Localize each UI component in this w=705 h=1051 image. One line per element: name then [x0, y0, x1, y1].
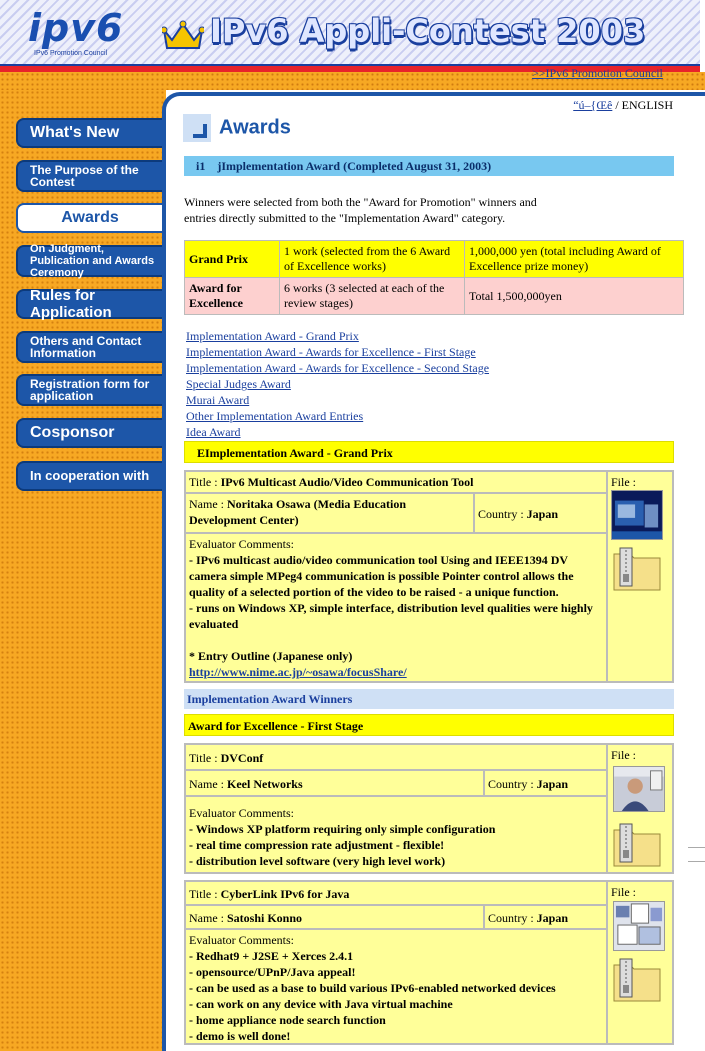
entry-name-cell [185, 770, 484, 796]
entry-country: Japan [536, 911, 569, 925]
comment-line: - can work on any device with Java virtual machine [189, 997, 453, 1011]
sidebar [0, 90, 166, 1051]
link-excellence-second-stage[interactable]: Implementation Award - Awards for Excellence - Second Stage [186, 361, 490, 375]
entry-card [184, 743, 674, 874]
winners-heading: Implementation Award Winners [184, 689, 674, 709]
grand-prix-heading: EImplementation Award - Grand Prix [184, 441, 674, 463]
comment-line: - demo is well done! [189, 1029, 291, 1043]
logo-subtitle: IPv6 Promotion Council [34, 50, 108, 57]
nav-others-and-contact[interactable]: Others and Contact Information [16, 331, 162, 363]
entry-country-cell [484, 905, 607, 929]
japanese-link[interactable]: “ú–{Œê [573, 98, 613, 112]
comment-line: - home appliance node search function [189, 1013, 386, 1027]
link-excellence-first-stage[interactable]: Implementation Award - Awards for Excellence - First Stage [186, 345, 476, 359]
ipv6-logo[interactable] [18, 6, 148, 62]
entry-title: IPv6 Multicast Audio/Video Communication Tool [220, 475, 474, 489]
person-photo-thumbnail-icon[interactable] [613, 766, 665, 812]
ipv6-promotion-council-link[interactable]: >>IPv6 Promotion Council [532, 66, 663, 80]
title-label: Title : [189, 887, 221, 901]
intro-text [184, 194, 584, 226]
nav-registration-form[interactable]: Registration form for application [16, 374, 162, 406]
entry-title-cell [185, 881, 607, 905]
prize-label: Award for Excellence [185, 278, 280, 315]
entry-comments-cell [185, 929, 607, 1044]
zip-folder-icon[interactable] [612, 546, 662, 592]
comment-line: - distribution level software (very high level work) [189, 854, 446, 868]
comments-label: Evaluator Comments: [189, 537, 294, 551]
table-row [185, 241, 684, 278]
award-link-list [186, 328, 489, 440]
entry-title: CyberLink IPv6 for Java [220, 887, 350, 901]
nav-whats-new[interactable]: What's New [16, 118, 162, 148]
link-special-judges-award[interactable]: Special Judges Award [186, 377, 291, 391]
contest-title: IPv6 Appli-Contest 2003 [210, 12, 646, 50]
country-label: Country : [488, 777, 537, 791]
entry-name-cell [185, 905, 484, 929]
name-label: Name : [189, 911, 227, 925]
entry-title: DVConf [220, 751, 264, 765]
section-heading: i1 jImplementation Award (Completed August 31, 2003) [184, 156, 674, 176]
prize-works: 1 work (selected from the 6 Award of Excellence works) [280, 241, 465, 278]
entry-name: Noritaka Osawa (Media Education Development Center) [189, 497, 407, 527]
entry-name-cell [185, 493, 474, 533]
link-grand-prix[interactable]: Implementation Award - Grand Prix [186, 329, 359, 343]
file-label: File : [611, 475, 637, 489]
comments-label: Evaluator Comments: [189, 933, 294, 947]
nav-in-cooperation-with[interactable]: In cooperation with [16, 461, 162, 491]
table-row [185, 278, 684, 315]
entry-country-cell [484, 770, 607, 796]
title-label: Title : [189, 751, 221, 765]
file-label: File : [611, 748, 637, 762]
comment-line: - real time compression rate adjustment - flexible! [189, 838, 445, 852]
entry-comments-cell [185, 796, 607, 873]
lang-separator: / [615, 98, 619, 112]
title-label: Title : [189, 475, 221, 489]
english-label: ENGLISH [621, 98, 673, 112]
link-murai-award[interactable]: Murai Award [186, 393, 250, 407]
nav-rules-for-application[interactable]: Rules for Application [16, 289, 162, 319]
comment-line: - runs on Windows XP, simple interface, distribution level qualities were highly evaluated [189, 601, 593, 631]
zip-folder-icon[interactable] [612, 957, 662, 1003]
entry-outline-link[interactable]: http://www.nime.ac.jp/~osawa/focusShare/ [189, 665, 407, 679]
entry-country-cell [474, 493, 607, 533]
entry-title-cell [185, 744, 607, 770]
zip-folder-icon[interactable] [612, 822, 662, 868]
name-label: Name : [189, 497, 227, 511]
nav-judgment-publication-ceremony[interactable]: On Judgment, Publication and Awards Ceremony [16, 245, 162, 277]
entry-country: Japan [526, 507, 559, 521]
link-idea-award[interactable]: Idea Award [186, 425, 241, 439]
comments-label: Evaluator Comments: [189, 806, 294, 820]
crown-icon [162, 20, 204, 52]
desktop-screenshot-thumbnail-icon[interactable] [613, 901, 665, 951]
country-label: Country : [478, 507, 527, 521]
site-header [0, 0, 705, 90]
nav-purpose-of-contest[interactable]: The Purpose of the Contest [16, 160, 162, 192]
entry-name: Keel Networks [227, 777, 303, 791]
intro-line: entries directly submitted to the "Implementation Award" category. [184, 211, 506, 225]
entry-name: Satoshi Konno [227, 911, 303, 925]
first-stage-heading: Award for Excellence - First Stage [184, 714, 674, 736]
link-other-entries[interactable]: Other Implementation Award Entries [186, 409, 364, 423]
screenshot-thumbnail-icon[interactable] [611, 490, 663, 540]
page-title [183, 114, 291, 142]
prize-works: 6 works (3 selected at each of the review stages) [280, 278, 465, 315]
comment-line: - Redhat9 + J2SE + Xerces 2.4.1 [189, 949, 354, 963]
comment-line: - can be used as a base to build various IPv6-enabled networked devices [189, 981, 556, 995]
entry-title-cell [185, 471, 607, 493]
logo-text: ipv6 [28, 6, 124, 50]
comment-line [189, 632, 603, 648]
entry-country: Japan [536, 777, 569, 791]
entry-comments-cell [185, 533, 607, 682]
nav-cosponsor[interactable]: Cosponsor [16, 418, 162, 448]
entry-card [184, 470, 674, 683]
name-label: Name : [189, 777, 227, 791]
intro-line: Winners were selected from both the "Award for Promotion" winners and [184, 195, 537, 209]
scroll-marker [688, 847, 705, 862]
prize-table [184, 240, 684, 315]
comment-line: - IPv6 multicast audio/video communication tool Using and IEEE1394 DV camera simple MPeg4 communication is possible Pointer control allows the quality of a selected portion of the video to be raised - a unique function. [189, 553, 574, 599]
country-label: Country : [488, 911, 537, 925]
nav-awards[interactable]: Awards [16, 203, 162, 233]
prize-amount: 1,000,000 yen (total including Award of Excellence prize money) [465, 241, 684, 278]
page-title-text: Awards [219, 116, 291, 139]
file-label: File : [611, 885, 637, 899]
prize-label: Grand Prix [185, 241, 280, 278]
prize-amount: Total 1,500,000yen [465, 278, 684, 315]
arrow-icon [183, 114, 211, 142]
comment-line: - opensource/UPnP/Java appeal! [189, 965, 356, 979]
comment-line: - Windows XP platform requiring only simple configuration [189, 822, 496, 836]
comment-line: * Entry Outline (Japanese only) [189, 649, 353, 663]
language-switcher [573, 98, 673, 113]
entry-card [184, 880, 674, 1045]
